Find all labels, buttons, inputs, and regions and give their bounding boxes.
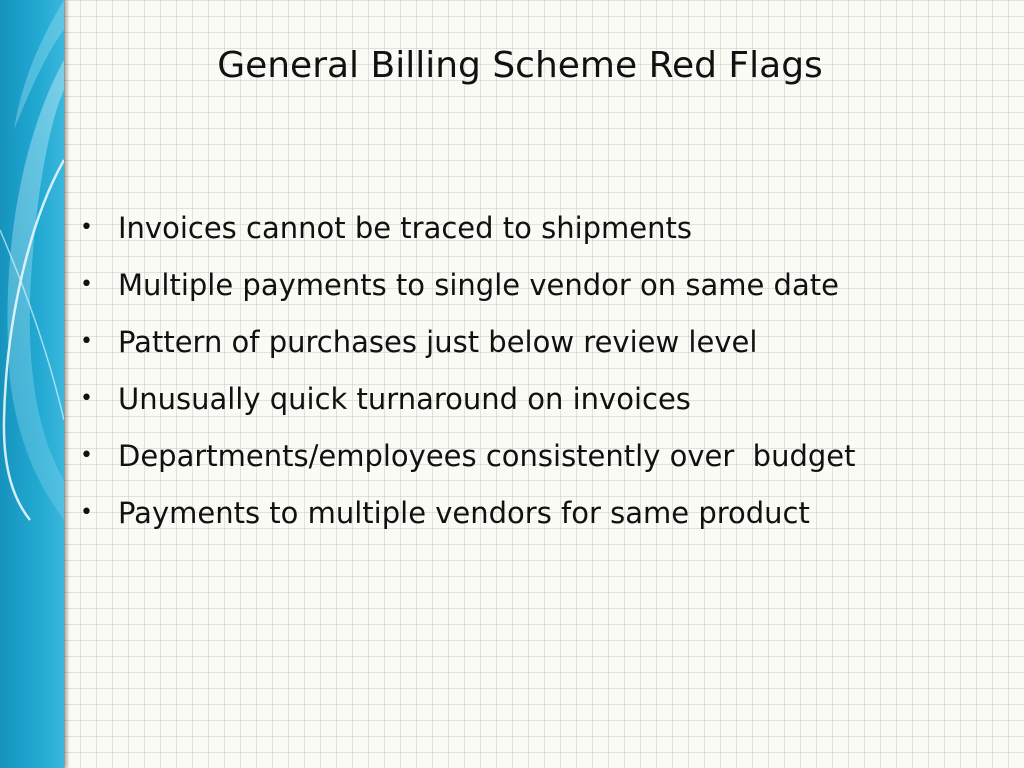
bullet-text: Payments to multiple vendors for same product [118, 496, 810, 530]
bullet-list [80, 202, 980, 544]
bullet-item [80, 202, 980, 259]
bullet-dot: • [80, 272, 93, 297]
side-band-graphic [0, 0, 64, 768]
bullet-text: Unusually quick turnaround on invoices [118, 382, 691, 416]
decorative-side-band [0, 0, 64, 768]
band-shadow [64, 0, 70, 768]
bullet-item [80, 259, 980, 316]
bullet-item [80, 373, 980, 430]
bullet-text: Invoices cannot be traced to shipments [118, 211, 692, 245]
bullet-item [80, 487, 980, 544]
bullet-dot: • [80, 386, 93, 411]
bullet-dot: • [80, 215, 93, 240]
bullet-text: Multiple payments to single vendor on same date [118, 268, 839, 302]
slide-title: General Billing Scheme Red Flags [217, 45, 823, 86]
bullet-item [80, 316, 980, 373]
bullet-item [80, 430, 980, 487]
bullet-dot: • [80, 443, 93, 468]
bullet-dot: • [80, 500, 93, 525]
bullet-text: Departments/employees consistently over budget [118, 439, 856, 473]
bullet-dot: • [80, 329, 93, 354]
bullet-text: Pattern of purchases just below review level [118, 325, 758, 359]
